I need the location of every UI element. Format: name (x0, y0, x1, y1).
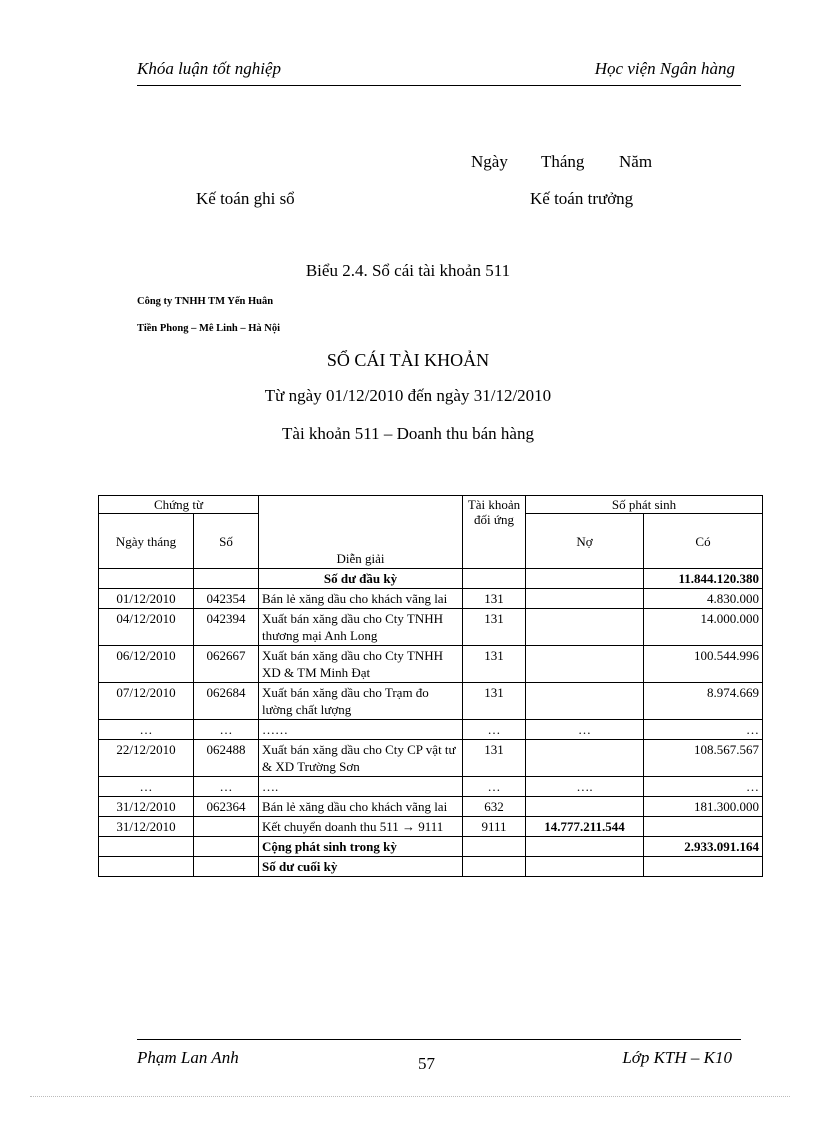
row-debit: …. (526, 777, 644, 797)
signature-bookkeeper: Kế toán ghi sổ (196, 189, 295, 208)
row-contra-account: 131 (463, 609, 526, 646)
row-contra-account: 131 (463, 646, 526, 683)
footer-author: Phạm Lan Anh (137, 1048, 239, 1067)
row-contra-account: 9111 (463, 817, 526, 837)
table-row (99, 720, 763, 740)
row-number: 042394 (194, 609, 259, 646)
total-credit: 2.933.091.164 (644, 837, 763, 857)
signature-chief-accountant: Kế toán trưởng (530, 189, 634, 208)
table-row (99, 589, 763, 609)
row-contra-account: 632 (463, 797, 526, 817)
row-debit (526, 740, 644, 777)
row-description: Bán lẻ xăng dầu cho khách vãng lai (259, 797, 463, 817)
table-row (99, 609, 763, 646)
row-date: 22/12/2010 (99, 740, 194, 777)
row-date: … (99, 777, 194, 797)
movement-header: Số phát sinh (526, 496, 763, 514)
header-left: Khóa luận tốt nghiệp (137, 59, 282, 78)
row-number: … (194, 777, 259, 797)
row-description: …. (259, 777, 463, 797)
row-debit (526, 646, 644, 683)
row-number: 062488 (194, 740, 259, 777)
figure-caption: Biểu 2.4. Sổ cái tài khoản 511 (305, 261, 511, 280)
table-row (99, 817, 763, 837)
header-row-1 (99, 496, 763, 514)
total-label: Cộng phát sinh trong kỳ (259, 837, 463, 857)
row-contra-account: 131 (463, 740, 526, 777)
debit-header: Nợ (526, 514, 644, 569)
table-row (99, 797, 763, 817)
row-number: 062364 (194, 797, 259, 817)
total-row (99, 837, 763, 857)
credit-header: Có (644, 514, 763, 569)
closing-balance-row (99, 857, 763, 877)
row-date: 31/12/2010 (99, 797, 194, 817)
row-debit (526, 609, 644, 646)
row-credit: … (644, 720, 763, 740)
row-debit (526, 683, 644, 720)
table-row (99, 777, 763, 797)
ledger-account: Tài khoản 511 – Doanh thu bán hàng (282, 424, 534, 443)
row-description: Xuất bán xăng dầu cho Cty TNHH thương mại Anh Long (259, 609, 463, 646)
row-credit: 4.830.000 (644, 589, 763, 609)
row-description: …… (259, 720, 463, 740)
ledger-title: SỔ CÁI TÀI KHOẢN (326, 350, 490, 370)
company-name: Công ty TNHH TM Yến Huân (137, 296, 274, 307)
row-number: … (194, 720, 259, 740)
footer-rule (137, 1039, 741, 1040)
header-rule (137, 85, 741, 86)
row-description: Kết chuyển doanh thu 511 → 9111 (259, 817, 463, 837)
row-date: 31/12/2010 (99, 817, 194, 837)
row-number: 062684 (194, 683, 259, 720)
ledger-table (98, 495, 763, 877)
row-credit: 8.974.669 (644, 683, 763, 720)
row-date: 07/12/2010 (99, 683, 194, 720)
row-debit: … (526, 720, 644, 740)
table-row (99, 683, 763, 720)
row-number: 042354 (194, 589, 259, 609)
row-contra-account: 131 (463, 589, 526, 609)
row-date: 06/12/2010 (99, 646, 194, 683)
row-description: Xuất bán xăng dầu cho Trạm đo lường chất lượng (259, 683, 463, 720)
row-date: 01/12/2010 (99, 589, 194, 609)
ledger-period: Từ ngày 01/12/2010 đến ngày 31/12/2010 (264, 386, 552, 405)
row-description: Bán lẻ xăng dầu cho khách vãng lai (259, 589, 463, 609)
voucher-header: Chứng từ (99, 496, 259, 514)
table-row (99, 740, 763, 777)
company-address: Tiền Phong – Mê Linh – Hà Nội (137, 323, 281, 334)
row-contra-account: … (463, 720, 526, 740)
row-debit (526, 589, 644, 609)
row-date: 04/12/2010 (99, 609, 194, 646)
contra-account-header: Tài khoản đối ứng (463, 496, 526, 569)
row-credit: 181.300.000 (644, 797, 763, 817)
number-header: Số (194, 514, 259, 569)
page-number: 57 (418, 1054, 435, 1073)
description-header: Diễn giải (259, 496, 463, 569)
row-credit: … (644, 777, 763, 797)
row-credit (644, 817, 763, 837)
row-description: Xuất bán xăng dầu cho Cty CP vật tư & XD Trường Sơn (259, 740, 463, 777)
date-header: Ngày tháng (99, 514, 194, 569)
table-row (99, 646, 763, 683)
footer-class: Lớp KTH – K10 (622, 1048, 732, 1067)
date-day: Ngày (471, 152, 508, 171)
row-credit: 108.567.567 (644, 740, 763, 777)
date-year: Năm (619, 152, 653, 171)
row-number: 062667 (194, 646, 259, 683)
row-description: Xuất bán xăng dầu cho Cty TNHH XD & TM Minh Đạt (259, 646, 463, 683)
page-edge-divider (30, 1096, 790, 1097)
opening-balance-row (99, 569, 763, 589)
row-credit: 100.544.996 (644, 646, 763, 683)
row-credit: 14.000.000 (644, 609, 763, 646)
row-number (194, 817, 259, 837)
row-debit: 14.777.211.544 (526, 817, 644, 837)
row-contra-account: 131 (463, 683, 526, 720)
header-right: Học viện Ngân hàng (594, 59, 735, 78)
opening-balance-label: Số dư đầu kỳ (259, 569, 463, 589)
row-date: … (99, 720, 194, 740)
date-month: Tháng (541, 152, 585, 171)
closing-balance-label: Số dư cuối kỳ (259, 857, 463, 877)
row-debit (526, 797, 644, 817)
row-contra-account: … (463, 777, 526, 797)
opening-balance-credit: 11.844.120.380 (644, 569, 763, 589)
